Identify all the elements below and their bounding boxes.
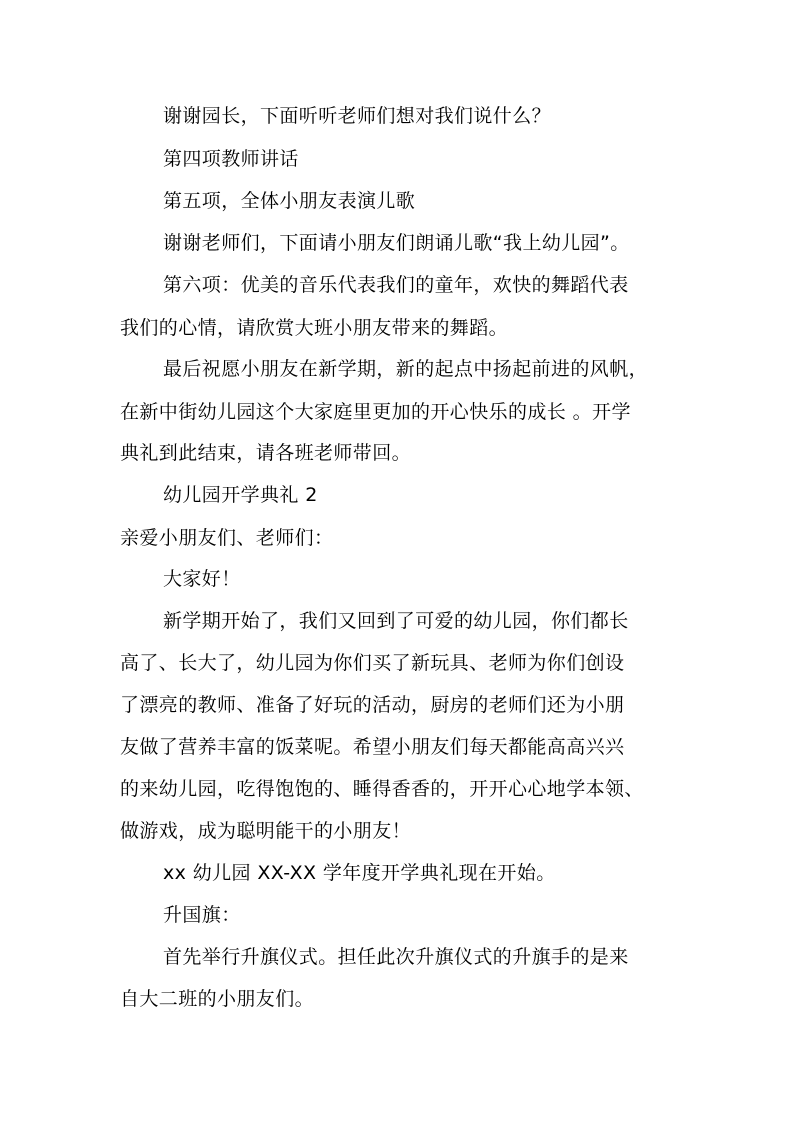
text-line: xx 幼儿园 XX-XX 学年度开学典礼现在开始。 <box>163 862 556 884</box>
section-heading: 幼儿园开学典礼 2 <box>163 484 318 506</box>
text-line: 谢谢园长，下面听听老师们想对我们说什么？ <box>163 105 552 127</box>
text-line: 高了、长大了，幼儿园为你们买了新玩具、老师为你们创设 <box>120 652 625 674</box>
text-line: 第六项：优美的音乐代表我们的童年，欢快的舞蹈代表 <box>163 274 629 296</box>
text-line: 典礼到此结束，请各班老师带回。 <box>120 442 412 464</box>
text-line: 我们的心情，请欣赏大班小朋友带来的舞蹈。 <box>120 317 509 339</box>
text-line: 首先举行升旗仪式。担任此次升旗仪式的升旗手的是来 <box>163 946 629 968</box>
text-line: 在新中街幼儿园这个大家庭里更加的开心快乐的成长 。开学 <box>120 401 631 423</box>
text-line: 大家好！ <box>163 568 241 590</box>
text-line: 友做了营养丰富的饭菜呢。希望小朋友们每天都能高高兴兴 <box>120 736 625 758</box>
text-line: 谢谢老师们，下面请小朋友们朗诵儿歌“我上幼儿园”。 <box>163 232 630 254</box>
text-line: 自大二班的小朋友们。 <box>120 988 315 1010</box>
text-line: 最后祝愿小朋友在新学期，新的起点中扬起前进的风帆， <box>163 358 649 380</box>
text-line: 升国旗： <box>163 904 241 926</box>
text-line: 做游戏，成为聪明能干的小朋友！ <box>120 820 412 842</box>
text-line: 新学期开始了，我们又回到了可爱的幼儿园，你们都长 <box>163 610 629 632</box>
text-line: 第四项教师讲话 <box>163 148 299 170</box>
text-line: 了漂亮的教师、准备了好玩的活动，厨房的老师们还为小朋 <box>120 694 625 716</box>
text-line: 亲爱小朋友们、老师们： <box>120 527 334 549</box>
text-line: 第五项，全体小朋友表演儿歌 <box>163 190 416 212</box>
text-line: 的来幼儿园，吃得饱饱的、睡得香香的，开开心心地学本领、 <box>120 778 644 800</box>
